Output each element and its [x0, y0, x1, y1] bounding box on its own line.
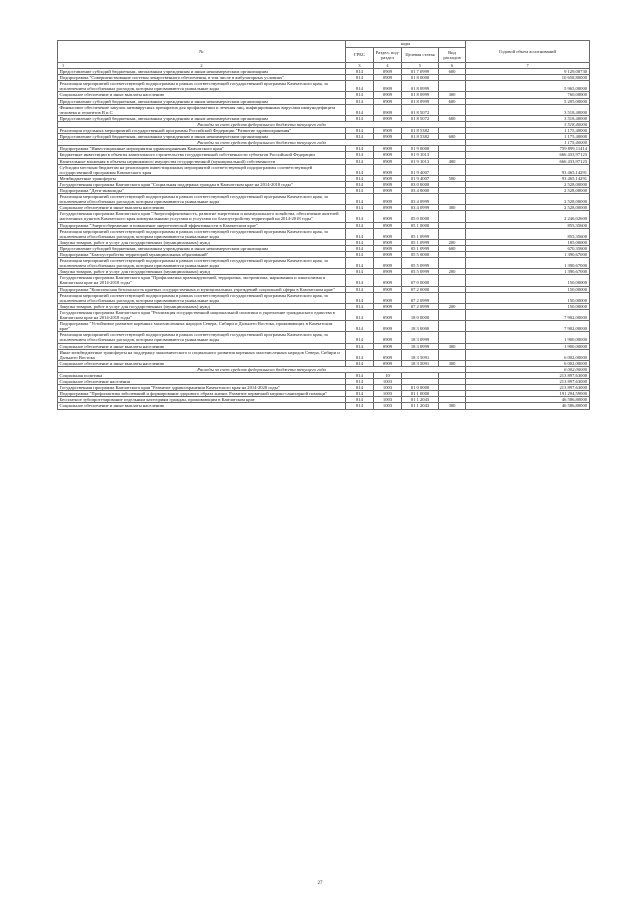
- row-razdel: 0909: [374, 349, 402, 360]
- column-number-4: 4: [374, 63, 402, 69]
- row-target-article: 05 5 0999: [402, 258, 439, 269]
- row-grbs: 814: [346, 158, 374, 164]
- row-amount: 760,00000: [466, 92, 590, 98]
- row-name: Подпрограмма "Устойчивое развитие коренных малочисленных народов Севера, Сибири и Дальнего Востока, проживающих в Камчатском крае": [58, 321, 346, 332]
- row-name: Социальное обеспечение и иные выплаты населению: [58, 360, 346, 366]
- row-grbs: 814: [346, 303, 374, 309]
- row-name: Подпрограмма "Благоустройство территорий муниципальных образований": [58, 252, 346, 258]
- row-name: Подпрограмма "Инвестиционные мероприятия здравоохранения Камчатского края": [58, 146, 346, 152]
- row-grbs: 814: [346, 391, 374, 397]
- row-name: Предоставление субсидий бюджетным, автономным учреждениям и иным некоммерческим организациям: [58, 69, 346, 75]
- row-expense-type: 300: [439, 403, 466, 409]
- row-grbs: 814: [346, 194, 374, 205]
- row-amount: 191 294,59000: [466, 391, 590, 397]
- subtotal-label: Расходы за счет средств федерального бюджета текущего года: [58, 140, 466, 146]
- row-amount: 2 528,00000: [466, 181, 590, 187]
- row-grbs: 814: [346, 75, 374, 81]
- row-expense-type: 300: [439, 205, 466, 211]
- row-name: Межбюджетные трансферты: [58, 175, 346, 181]
- row-razdel: 0909: [374, 164, 402, 175]
- row-razdel: 0909: [374, 92, 402, 98]
- row-grbs: 814: [346, 309, 374, 320]
- row-target-article: 01 8 0000: [402, 75, 439, 81]
- row-grbs: 814: [346, 403, 374, 409]
- row-grbs: 814: [346, 385, 374, 391]
- header-total: Годовой объем ассигнований: [466, 41, 590, 63]
- row-name: Государственная программа Камчатского края "Профилактика правонарушений, терроризма, экстремизма, наркомании и алкоголизма в Камчатском крае на 2014-2018 годы": [58, 275, 346, 286]
- row-target-article: 05 5 0000: [402, 252, 439, 258]
- row-grbs: 814: [346, 228, 374, 239]
- row-target-article: 05 5 0999: [402, 269, 439, 275]
- header-target: Целевая статья: [402, 48, 439, 63]
- row-target-article: 03 4 0999: [402, 205, 439, 211]
- row-grbs: 814: [346, 104, 374, 115]
- row-amount: 150,00000: [466, 275, 590, 286]
- row-expense-type: 600: [439, 134, 466, 140]
- row-name: Социальное обеспечение населения: [58, 379, 346, 385]
- row-name: Реализация мероприятий соответствующей подпрограммы в рамках соответствующей государственной программы Камчатского края, за исключением обособленных расходов, которым присваиваются уникальные коды: [58, 258, 346, 269]
- row-grbs: 814: [346, 275, 374, 286]
- row-name: Бюджетные инвестиции в объекты капитального строительства государственной собственности субъектов Российской Федерации: [58, 152, 346, 158]
- row-grbs: 814: [346, 146, 374, 152]
- row-expense-type: 300: [439, 92, 466, 98]
- table-row: [58, 332, 590, 343]
- row-name: Закупка товаров, работ и услуг для государственных (муниципальных) нужд: [58, 239, 346, 245]
- row-razdel: 0909: [374, 104, 402, 115]
- row-expense-type: [439, 104, 466, 115]
- row-grbs: 814: [346, 81, 374, 92]
- row-expense-type: 600: [439, 115, 466, 121]
- row-target-article: 18 0 0000: [402, 309, 439, 320]
- row-amount: 150,00000: [466, 286, 590, 292]
- row-name: Подпрограмма "Профилактика заболеваний и формирование здорового образа жизни. Развитие первичной медико-санитарной помощи": [58, 391, 346, 397]
- row-razdel: 0909: [374, 239, 402, 245]
- row-expense-type: 400: [439, 158, 466, 164]
- row-razdel: 0909: [374, 81, 402, 92]
- subtotal-amount: 3 518,40000: [466, 121, 590, 127]
- row-amount: 185,00000: [466, 239, 590, 245]
- row-target-article: 01 8 5382: [402, 134, 439, 140]
- row-amount: 93 465,14291: [466, 164, 590, 175]
- row-target-article: 18 3 5091: [402, 349, 439, 360]
- row-expense-type: 200: [439, 269, 466, 275]
- row-razdel: 0909: [374, 187, 402, 193]
- row-target-article: 01 8 5382: [402, 128, 439, 134]
- table-row: [58, 275, 590, 286]
- row-target-article: 01 9 1013: [402, 158, 439, 164]
- header-grbs: ГРБС: [346, 48, 374, 63]
- row-amount: 666 433,97123: [466, 152, 590, 158]
- row-grbs: 814: [346, 321, 374, 332]
- row-amount: 213 897,63000: [466, 379, 590, 385]
- row-amount: 1 175,40000: [466, 128, 590, 134]
- row-razdel: 0909: [374, 175, 402, 181]
- row-grbs: 814: [346, 292, 374, 303]
- subtotal-label: Расходы за счет средств федерального бюджета текущего года: [58, 121, 466, 127]
- column-number-7: 7: [466, 63, 590, 69]
- row-target-article: 01 8 5072: [402, 104, 439, 115]
- table-row: [58, 81, 590, 92]
- row-razdel: 0909: [374, 343, 402, 349]
- row-name: Реализация мероприятий соответствующей подпрограммы в рамках соответствующей государственной программы Камчатского края, за исключением обособленных расходов, которым присваиваются уникальные коды: [58, 292, 346, 303]
- row-amount: 1 900,00000: [466, 332, 590, 343]
- row-razdel: 0909: [374, 152, 402, 158]
- row-grbs: 814: [346, 164, 374, 175]
- row-name: Реализация мероприятий соответствующей подпрограммы в рамках соответствующей государственной программы Камчатского края, за исключением обособленных расходов, которым присваиваются уникальные коды: [58, 228, 346, 239]
- row-razdel: 0909: [374, 252, 402, 258]
- table-row: [58, 309, 590, 320]
- row-razdel: 0909: [374, 115, 402, 121]
- row-target-article: 18 3 0999: [402, 343, 439, 349]
- row-amount: 1 175,40000: [466, 134, 590, 140]
- row-target-article: 01 8 0999: [402, 81, 439, 92]
- table-row: [58, 164, 590, 175]
- row-grbs: 814: [346, 397, 374, 403]
- row-grbs: 814: [346, 252, 374, 258]
- row-razdel: 0909: [374, 286, 402, 292]
- row-grbs: 814: [346, 134, 374, 140]
- row-expense-type: [439, 194, 466, 205]
- row-amount: 1 390,67000: [466, 252, 590, 258]
- row-target-article: 05 1 0000: [402, 222, 439, 228]
- column-number-1: 1: [62, 63, 65, 68]
- row-amount: 855,35600: [466, 222, 590, 228]
- column-number: [58, 63, 346, 69]
- row-razdel: 10: [374, 372, 402, 378]
- header-codes: коды: [346, 41, 466, 48]
- table-row: [58, 403, 590, 409]
- row-grbs: 814: [346, 181, 374, 187]
- row-razdel: 0909: [374, 292, 402, 303]
- row-amount: 1 900,00000: [466, 343, 590, 349]
- row-name: Реализация мероприятий соответствующей подпрограммы в рамках соответствующей государственной программы Камчатского края, за исключением обособленных расходов, которым присваиваются уникальные коды: [58, 332, 346, 343]
- row-razdel: 0909: [374, 75, 402, 81]
- header-num: №: [58, 41, 346, 63]
- row-expense-type: [439, 211, 466, 222]
- row-name: Подпрограмма "Дети-инвалиды": [58, 187, 346, 193]
- row-grbs: 814: [346, 98, 374, 104]
- row-name: Социальная политика: [58, 372, 346, 378]
- row-razdel: 1003: [374, 403, 402, 409]
- row-razdel: 0909: [374, 98, 402, 104]
- row-expense-type: [439, 258, 466, 269]
- row-target-article: 07 2 0999: [402, 292, 439, 303]
- row-amount: 759 899,11414: [466, 146, 590, 152]
- row-amount: 1 390,67000: [466, 269, 590, 275]
- row-razdel: 0909: [374, 269, 402, 275]
- row-name: Социальное обеспечение и иные выплаты населению: [58, 205, 346, 211]
- row-amount: 3 518,40000: [466, 115, 590, 121]
- row-target-article: 01 0 0000: [402, 385, 439, 391]
- row-name: Государственная программа Камчатского края "Реализация государственной национальной политики и укрепление гражданского единства в Камчатском крае на 2014-2018 годы": [58, 309, 346, 320]
- row-expense-type: [439, 228, 466, 239]
- row-amount: 3 518,40000: [466, 104, 590, 115]
- table-row: [58, 194, 590, 205]
- subtotal-amount: 1 175,40000: [466, 140, 590, 146]
- row-amount: 213 897,63000: [466, 385, 590, 391]
- row-grbs: 814: [346, 222, 374, 228]
- table-row: [58, 228, 590, 239]
- row-expense-type: 200: [439, 239, 466, 245]
- row-amount: 46 586,80000: [466, 403, 590, 409]
- row-name: Капитальные вложения в объекты недвижимого имущества государственной (муниципальной) собственности: [58, 158, 346, 164]
- row-grbs: 814: [346, 205, 374, 211]
- row-name: Предоставление субсидий бюджетным, автономным учреждениям и иным некоммерческим организациям: [58, 134, 346, 140]
- row-amount: 855,35600: [466, 228, 590, 239]
- row-grbs: 814: [346, 258, 374, 269]
- table-row: [58, 211, 590, 222]
- row-name: Предоставление субсидий бюджетным, автономным учреждениям и иным некоммерческим организациям: [58, 98, 346, 104]
- row-razdel: 0909: [374, 258, 402, 269]
- row-grbs: 814: [346, 332, 374, 343]
- row-name: Подпрограмма "Совершенствование системы лекарственного обеспечения, в том числе в амбулаторных условиях": [58, 75, 346, 81]
- row-expense-type: [439, 164, 466, 175]
- row-name: Субсидии местным бюджетам на реализацию инвестиционных мероприятий соответствующей подпрограммы соответствующей государственной программы Камчатского края: [58, 164, 346, 175]
- row-target-article: 01 9 4007: [402, 164, 439, 175]
- row-target-article: 07 2 0000: [402, 286, 439, 292]
- row-expense-type: 300: [439, 343, 466, 349]
- row-target-article: 01 7 0999: [402, 69, 439, 75]
- page-number: 27: [317, 881, 323, 886]
- row-name: Подпрограмма "Энергосбережение и повышение энергетической эффективности в Камчатском крае": [58, 222, 346, 228]
- row-expense-type: [439, 349, 466, 360]
- table-row: [58, 292, 590, 303]
- row-name: Социальное обеспечение и иные выплаты населению: [58, 92, 346, 98]
- row-grbs: 814: [346, 175, 374, 181]
- row-target-article: 18 3 0000: [402, 321, 439, 332]
- row-grbs: 814: [346, 115, 374, 121]
- row-amount: 93 465,14291: [466, 175, 590, 181]
- row-expense-type: 600: [439, 98, 466, 104]
- row-grbs: 814: [346, 128, 374, 134]
- row-amount: 213 897,63000: [466, 372, 590, 378]
- row-target-article: 01 1 2043: [402, 403, 439, 409]
- row-target-article: 01 9 0000: [402, 146, 439, 152]
- row-razdel: 0909: [374, 228, 402, 239]
- row-expense-type: 600: [439, 69, 466, 75]
- table-row: [58, 321, 590, 332]
- row-amount: 7 902,00000: [466, 321, 590, 332]
- row-target-article: 18 3 5091: [402, 360, 439, 366]
- row-target-article: 01 8 5072: [402, 115, 439, 121]
- row-amount: 7 902,00000: [466, 309, 590, 320]
- row-target-article: 05 0 0000: [402, 211, 439, 222]
- row-expense-type: [439, 81, 466, 92]
- row-grbs: 814: [346, 239, 374, 245]
- row-razdel: 0909: [374, 222, 402, 228]
- row-amount: 2 528,00000: [466, 187, 590, 193]
- row-expense-type: [439, 309, 466, 320]
- row-grbs: 814: [346, 245, 374, 251]
- row-target-article: 05 1 0999: [402, 239, 439, 245]
- table-row: [58, 104, 590, 115]
- row-name: Предоставление субсидий бюджетным, автономным учреждениям и иным некоммерческим организациям: [58, 245, 346, 251]
- column-number-6: 6: [439, 63, 466, 69]
- row-name: Реализация мероприятий соответствующей подпрограммы в рамках соответствующей государственной программы Камчатского края, за исключением обособленных расходов, которым присваиваются уникальные коды: [58, 194, 346, 205]
- row-target-article: 03 4 0999: [402, 194, 439, 205]
- row-target-article: 03 4 0000: [402, 187, 439, 193]
- row-amount: 670,35600: [466, 245, 590, 251]
- row-grbs: 814: [346, 349, 374, 360]
- row-grbs: 814: [346, 211, 374, 222]
- row-target-article: 05 1 0999: [402, 228, 439, 239]
- row-name: Иные межбюджетные трансферты на поддержку экономического и социального развития коренных малочисленных народов Севера, Сибири и Дальнего Востока: [58, 349, 346, 360]
- row-grbs: 814: [346, 187, 374, 193]
- row-grbs: 814: [346, 69, 374, 75]
- row-amount: 6 002,00000: [466, 360, 590, 366]
- row-razdel: 0909: [374, 360, 402, 366]
- subtotal-label: Расходы за счет средств федерального бюджета текущего года: [58, 366, 466, 372]
- row-grbs: 814: [346, 152, 374, 158]
- row-grbs: 814: [346, 360, 374, 366]
- header-razdel: Раздел, под-раздел: [374, 48, 402, 63]
- row-expense-type: 300: [439, 360, 466, 366]
- column-number-5: 5: [402, 63, 439, 69]
- row-amount: 150,00000: [466, 292, 590, 303]
- row-target-article: 01 1 2043: [402, 397, 439, 403]
- row-razdel: 1003: [374, 397, 402, 403]
- subtotal-amount: 6 002,00000: [466, 366, 590, 372]
- row-target-article: 03 0 0000: [402, 181, 439, 187]
- row-name: Закупка товаров, работ и услуг для государственных (муниципальных) нужд: [58, 303, 346, 309]
- row-grbs: 814: [346, 269, 374, 275]
- row-amount: 9 129,08730: [466, 69, 590, 75]
- row-razdel: 0909: [374, 69, 402, 75]
- table-header: [58, 41, 590, 69]
- row-name: Государственная программа Камчатского края "Развитие здравоохранения Камчатского края на 2014-2020 годы": [58, 385, 346, 391]
- column-number-3: 3: [346, 63, 374, 69]
- table-row: [58, 258, 590, 269]
- row-expense-type: 200: [439, 303, 466, 309]
- row-target-article: 01 9 4007: [402, 175, 439, 181]
- row-target-article: 05 1 0999: [402, 245, 439, 251]
- row-expense-type: [439, 321, 466, 332]
- budget-table: [57, 40, 590, 410]
- row-name: Закупка товаров, работ и услуг для государственных (муниципальных) нужд: [58, 269, 346, 275]
- row-amount: 2 528,00000: [466, 194, 590, 205]
- row-amount: 150,00000: [466, 303, 590, 309]
- row-name: Предоставление субсидий бюджетным, автономным учреждениям и иным некоммерческим организациям: [58, 115, 346, 121]
- row-grbs: 814: [346, 372, 374, 378]
- row-target-article: 01 9 1013: [402, 152, 439, 158]
- row-amount: 46 586,80000: [466, 397, 590, 403]
- row-name: Государственная программа Камчатского края "Социальная поддержка граждан в Камчатском крае на 2014-2018 годы": [58, 181, 346, 187]
- row-razdel: 0909: [374, 194, 402, 205]
- row-razdel: 0909: [374, 275, 402, 286]
- row-amount: 5 965,00000: [466, 81, 590, 92]
- row-razdel: 1003: [374, 379, 402, 385]
- row-expense-type: [439, 292, 466, 303]
- row-expense-type: [439, 275, 466, 286]
- row-target-article: 01 1 0000: [402, 391, 439, 397]
- header-vid: Вид расходов: [439, 48, 466, 63]
- row-amount: 1 390,67000: [466, 258, 590, 269]
- row-amount: 5 205,00000: [466, 98, 590, 104]
- row-razdel: 0909: [374, 309, 402, 320]
- row-razdel: 0909: [374, 205, 402, 211]
- row-name: Бесплатное зубопротезирование отдельным категориям граждан, проживающим в Камчатском крае: [58, 397, 346, 403]
- row-razdel: 0909: [374, 303, 402, 309]
- row-razdel: 0909: [374, 134, 402, 140]
- table-body: [58, 69, 590, 409]
- row-grbs: 814: [346, 343, 374, 349]
- row-razdel: 0909: [374, 128, 402, 134]
- row-name: Подпрограмма "Комплексная безопасность краевых государственных и муниципальных учреждений социальной сферы в Камчатском крае": [58, 286, 346, 292]
- row-expense-type: [439, 332, 466, 343]
- row-name: Реализация отдельных мероприятий государственной программы Российской Федерации "Развитие здравоохранения": [58, 128, 346, 134]
- row-target-article: 01 8 0999: [402, 98, 439, 104]
- row-razdel: 0909: [374, 158, 402, 164]
- row-name: Финансовое обеспечение закупок антивирусных препаратов для профилактики и лечения лиц, инфицированных вирусами иммунодефицита человека и гепатитов B и C: [58, 104, 346, 115]
- table-row: [58, 349, 590, 360]
- row-target-article: 18 3 0999: [402, 332, 439, 343]
- row-grbs: 814: [346, 379, 374, 385]
- row-amount: 10 658,80000: [466, 75, 590, 81]
- row-expense-type: 600: [439, 245, 466, 251]
- row-name: Государственная программа Камчатского края "Энергоэффективность, развитие энергетики и коммунального хозяйства, обеспечение жителей населенных пунктов Камчатского края коммунальными услугами и услугами по благоустройству территорий на 2014-2018 годы": [58, 211, 346, 222]
- row-razdel: 0909: [374, 181, 402, 187]
- row-razdel: 1003: [374, 385, 402, 391]
- row-amount: 2 528,00000: [466, 205, 590, 211]
- row-razdel: 0909: [374, 146, 402, 152]
- row-target-article: 07 2 0999: [402, 303, 439, 309]
- row-amount: 2 246,02600: [466, 211, 590, 222]
- row-name: Реализация мероприятий соответствующей подпрограммы в рамках соответствующей государственной программы Камчатского края, за исключением обособленных расходов, которым присваиваются уникальные коды: [58, 81, 346, 92]
- row-razdel: 1003: [374, 391, 402, 397]
- row-amount: 6 002,00000: [466, 349, 590, 360]
- row-expense-type: 500: [439, 175, 466, 181]
- row-grbs: 814: [346, 286, 374, 292]
- row-target-article: 01 8 0999: [402, 92, 439, 98]
- column-number-2: 2: [200, 63, 203, 68]
- row-razdel: 0909: [374, 245, 402, 251]
- row-target-article: 07 0 0000: [402, 275, 439, 286]
- row-name: Социальное обеспечение и иные выплаты населению: [58, 343, 346, 349]
- row-grbs: 814: [346, 92, 374, 98]
- row-razdel: 0909: [374, 211, 402, 222]
- budget-table-page: [57, 40, 589, 410]
- row-razdel: 0909: [374, 321, 402, 332]
- row-razdel: 0909: [374, 332, 402, 343]
- row-amount: 666 433,97123: [466, 158, 590, 164]
- row-name: Социальное обеспечение и иные выплаты населению: [58, 403, 346, 409]
